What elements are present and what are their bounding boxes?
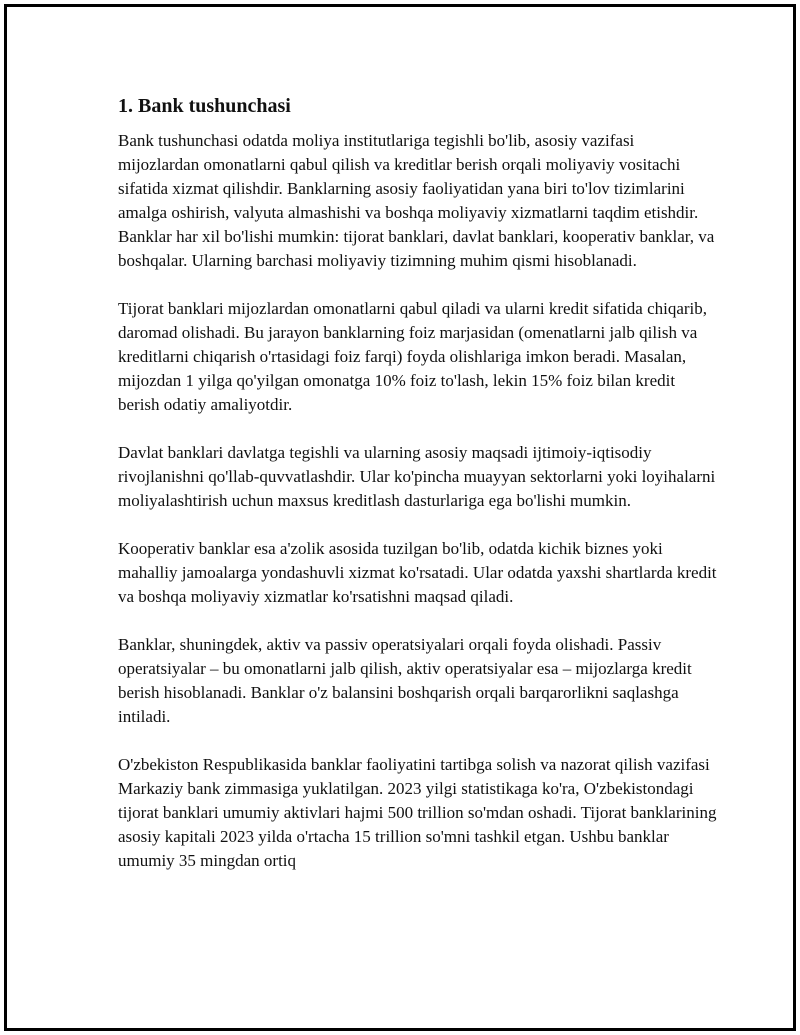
section-heading: 1. Bank tushunchasi (118, 95, 291, 117)
paragraph-commercial-banks: Tijorat banklari mijozlardan omonatlarni qabul qiladi va ularni kredit sifatida chiqarib, daromad olishadi. Bu jarayon banklarning foiz marjasidan (omenatlarni jalb qilish va kreditlarni chiqarish o'rtasidagi foiz farqi) foyda olishlariga imkon beradi. Masalan, mijozdan 1 yilga qo'yilgan omonatga 10% foiz to'lash, lekin 15% foiz bilan kredit berish odatiy amaliyotdir. (118, 299, 708, 414)
paragraph-state-banks: Davlat banklari davlatga tegishli va ularning asosiy maqsadi ijtimoiy-iqtisodiy rivojlanishni qo'llab-quvvatlashdir. Ular ko'pincha muayyan sektorlarni yoki loyihalarni moliyalashtirish uchun maxsus kreditlash dasturlariga ega bo'lishi mumkin. (118, 443, 716, 510)
document-body (118, 93, 718, 897)
paragraph-cooperative-banks: Kooperativ banklar esa a'zolik asosida tuzilgan bo'lib, odatda kichik biznes yoki mahalliy jamoalarga yondashuvli xizmat ko'rsatadi. Ular odatda yaxshi shartlarda kredit va boshqa moliyaviy xizmatlar ko'rsatishni maqsad qiladi. (118, 539, 717, 606)
paragraph-uzbekistan-banks: O'zbekiston Respublikasida banklar faoliyatini tartibga solish va nazorat qilish vazifasi Markaziy bank zimmasiga yuklatilgan. 2023 yilgi statistikaga ko'ra, O'zbekistondagi tijorat banklari umumiy aktivlari hajmi 500 trillion so'mdan oshadi. Tijorat banklarining asosiy kapitali 2023 yilda o'rtacha 15 trillion so'mni tashkil etgan. Ushbu banklar umumiy 35 mingdan ortiq (118, 755, 717, 870)
paragraph-bank-operations: Banklar, shuningdek, aktiv va passiv operatsiyalari orqali foyda olishadi. Passiv operatsiyalar – bu omonatlarni jalb qilish, aktiv operatsiyalar esa – mijozlarga kredit berish hisoblanadi. Banklar o'z balansini boshqarish orqali barqarorlikni saqlashga intiladi. (118, 635, 692, 726)
paragraph-bank-concept: Bank tushunchasi odatda moliya institutlariga tegishli bo'lib, asosiy vazifasi mijozlardan omonatlarni qabul qilish va kreditlar berish orqali moliyaviy vositachi sifatida xizmat qilishdir. Banklarning asosiy faoliyatidan yana biri to'lov tizimlarini amalga oshirish, valyuta almashishi va boshqa moliyaviy xizmatlarni taqdim etishdir. Banklar har xil bo'lishi mumkin: tijorat banklari, davlat banklari, kooperativ banklar, va boshqalar. Ularning barchasi moliyaviy tizimning muhim qismi hisoblanadi. (118, 131, 715, 270)
